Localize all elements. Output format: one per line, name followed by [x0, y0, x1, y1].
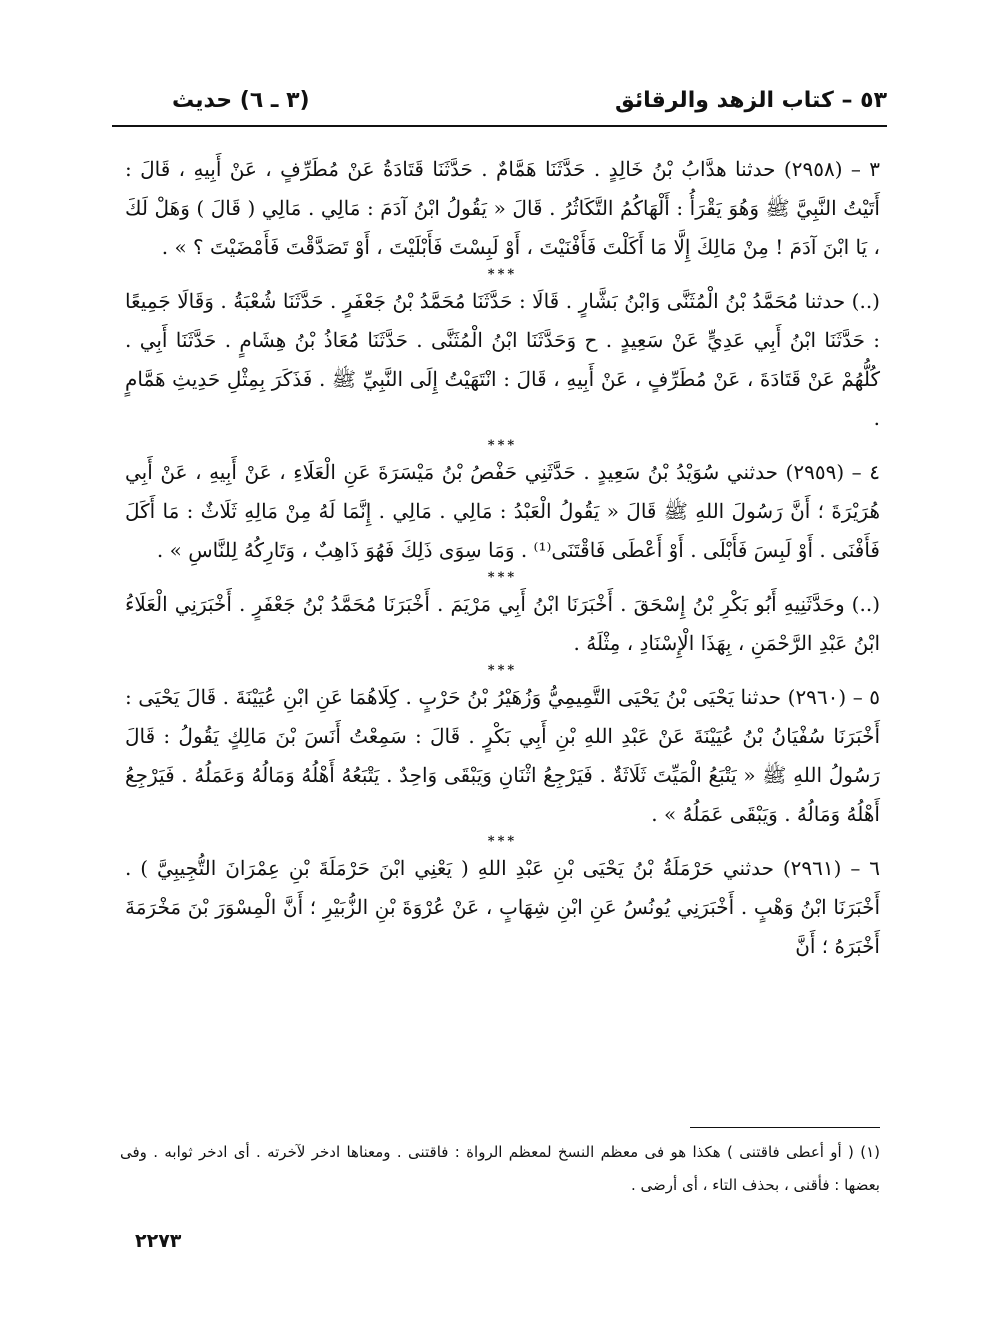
hadith-range: (٣ ـ ٦) حديث	[172, 88, 310, 113]
running-header	[112, 88, 887, 124]
footnote-rule	[690, 1127, 880, 1128]
section-separator: ***	[487, 438, 518, 453]
chapter-title: ٥٣ – كتاب الزهد والرقائق	[614, 88, 887, 113]
section-separator: ***	[487, 570, 518, 585]
hadith-2961: ٦ – (٢٩٦١) حدثني حَرْمَلَةُ بْنُ يَحْيَى بْنِ عَبْدِ اللهِ ( يَعْنِي ابْنَ حَرْمَلَةَ بْنِ عِمْرَانَ التُّجِيبِيَّ ) . أَخْبَرَنَا ابْنُ وَهْبٍ . أَخْبَرَنِي يُونُسُ عَنِ ابْنِ شِهَابٍ ، عَنْ عُرْوَةَ بْنِ الزُّبَيْرِ ؛ أَنَّ الْمِسْوَرَ بْنَ مَخْرَمَةَ أَخْبَرَهُ ؛ أَنَّ	[125, 856, 881, 958]
hadith-2958: ٣ – (٢٩٥٨) حدثنا هدَّابُ بْنُ خَالِدٍ . حَدَّثَنَا هَمَّامٌ . حَدَّثَنَا قَتَادَةُ عَنْ مُطَرِّفٍ ، عَنْ أَبِيهِ ، قَالَ : أَتَيْتُ النَّبِيَّ ﷺ وَهُوَ يَقْرَأُ : أَلْهَاكُمُ التَّكَاثُرُ . قَالَ « يَقُولُ ابْنُ آدَمَ : مَالِي . مَالِي ( قَالَ ) وَهَلْ لَكَ ، يَا ابْنَ آدَمَ ! مِنْ مَالِكَ إِلَّا مَا أَكَلْتَ فَأَفْنَيْتَ ، أَوْ لَبِسْتَ فَأَبْلَيْتَ ، أَوْ تَصَدَّقْتَ فَأَمْضَيْتَ ؟ » .	[125, 157, 880, 259]
footnote: (١) ( أو أعطى فاقتنى ) هكذا هو فى معظم النسخ لمعظم الرواة : فاقتنى . ومعناها ادخر لآخرته . أى ادخر ثوابه . وفى بعضها : فأقنى ، بحذف التاء ، أى أرضى .	[120, 1143, 880, 1194]
section-separator: ***	[487, 267, 518, 282]
page-body	[125, 150, 880, 966]
hadith-2958-chain: (..) حدثنا مُحَمَّدُ بْنُ الْمُثَنَّى وَابْنُ بَشَّارٍ . قَالَا : حَدَّثَنَا مُحَمَّدُ بْنُ جَعْفَرٍ . حَدَّثَنَا شُعْبَةُ . وَقَالَا جَمِيعًا : حَدَّثَنَا ابْنُ أَبِي عَدِيٍّ عَنْ سَعِيدٍ . ح وَحَدَّثَنَا ابْنُ الْمُثَنَّى . حَدَّثَنَا مُعَاذُ بْنُ هِشَامٍ . حَدَّثَنَا أَبِي . كُلُّهُمْ عَنْ قَتَادَةَ ، عَنْ مُطَرِّفٍ ، عَنْ أَبِيهِ ، قَالَ : انْتَهَيْتُ إِلَى النَّبِيِّ ﷺ . فَذَكَرَ بِمِثْلِ حَدِيثِ هَمَّامٍ .	[125, 289, 880, 430]
section-separator: ***	[487, 834, 518, 849]
header-rule	[112, 125, 887, 127]
hadith-2959-chain: (..) وحَدَّثَنِيهِ أَبُو بَكْرِ بْنُ إِسْحَقَ . أَخْبَرَنَا ابْنُ أَبِي مَرْيَمَ . أَخْبَرَنَا مُحَمَّدُ بْنُ جَعْفَرٍ . أَخْبَرَنِي الْعَلَاءُ ابْنُ عَبْدِ الرَّحْمَنِ ، بِهَذَا الْإِسْنَادِ ، مِثْلَهُ .	[125, 592, 880, 655]
hadith-2960: ٥ – (٢٩٦٠) حدثنا يَحْيَى بْنُ يَحْيَى التَّمِيمِيُّ وَزُهَيْرُ بْنُ حَرْبٍ . كِلَاهُمَا عَنِ ابْنِ عُيَيْنَةَ . قَالَ يَحْيَى : أَخْبَرَنَا سُفْيَانُ بْنُ عُيَيْنَةَ عَنْ عَبْدِ اللهِ بْنِ أَبِي بَكْرٍ . قَالَ : سَمِعْتُ أَنَسَ بْنَ مَالِكٍ يَقُولُ : قَالَ رَسُولُ اللهِ ﷺ « يَتْبَعُ الْمَيِّتَ ثَلَاثَةٌ . فَيَرْجِعُ اثْنَانِ وَيَبْقَى وَاحِدٌ . يَتْبَعُهُ أَهْلُهُ وَمَالُهُ وَعَمَلُهُ . فَيَرْجِعُ أَهْلُهُ وَمَالُهُ . وَيَبْقَى عَمَلُهُ » .	[125, 685, 880, 826]
page-number: ٢٢٧٣	[135, 1230, 182, 1252]
hadith-2959: ٤ – (٢٩٥٩) حدثني سُوَيْدُ بْنُ سَعِيدٍ . حَدَّثَنِي حَفْصُ بْنُ مَيْسَرَةَ عَنِ الْعَلَاءِ ، عَنْ أَبِيهِ ، عَنْ أَبِي هُرَيْرَةَ ؛ أَنَّ رَسُولَ اللهِ ﷺ قَالَ « يَقُولُ الْعَبْدُ : مَالِي . مَالِي . إِنَّمَا لَهُ مِنْ مَالِهِ ثَلَاثٌ : مَا أَكَلَ فَأَفْنَى . أَوْ لَبِسَ فَأَبْلَى . أَوْ أَعْطَى فَاقْتَنَى⁽¹⁾ . وَمَا سِوَى ذَلِكَ فَهُوَ ذَاهِبٌ ، وَتَارِكُهُ لِلنَّاسِ » .	[125, 460, 880, 562]
section-separator: ***	[487, 663, 518, 678]
